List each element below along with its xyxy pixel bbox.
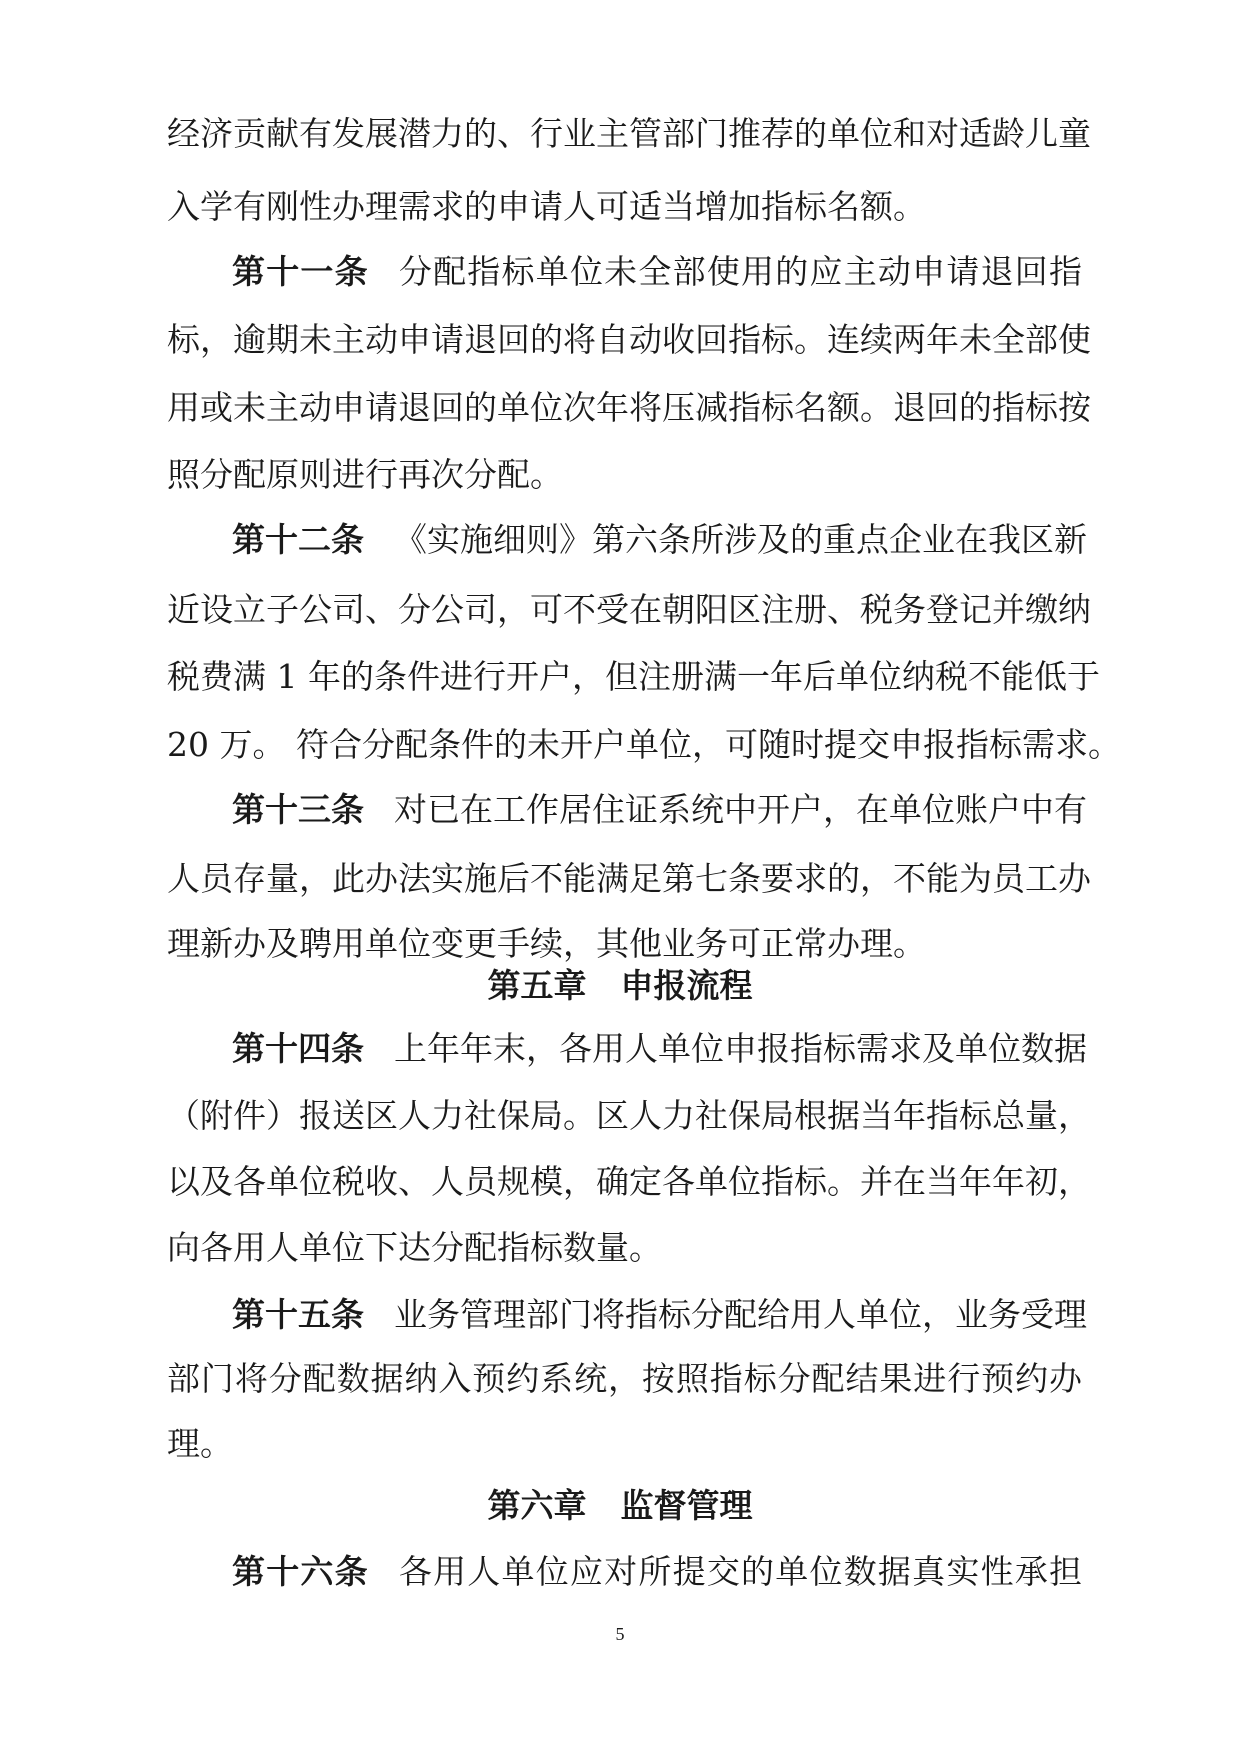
article-16-first-line — [232, 1550, 1082, 1594]
paragraph-line: 用或未主动申请退回的单位次年将压减指标名额。退回的指标按 — [167, 388, 1091, 427]
paragraph-line: 人员存量，此办法实施后不能满足第七条要求的，不能为员工办 — [167, 859, 1091, 898]
chapter-heading — [0, 964, 1240, 1008]
article-12-label: 第十二条 — [232, 520, 364, 559]
chapter-number: 第五章 — [487, 966, 587, 1005]
article-11-text: 分配指标单位未全部使用的应主动申请退回指 — [398, 252, 1083, 291]
paragraph-line: （附件）报送区人力社保局。区人力社保局根据当年指标总量， — [167, 1096, 1091, 1135]
chapter-title: 申报流程 — [620, 966, 753, 1005]
paragraph-line: 理新办及聘用单位变更手续，其他业务可正常办理。 — [167, 924, 926, 963]
paragraph-line: 理。 — [167, 1424, 233, 1463]
chapter-title: 监督管理 — [620, 1486, 753, 1525]
article-15-label: 第十五条 — [232, 1295, 364, 1334]
paragraph-line: 经济贡献有发展潜力的、行业主管部门推荐的单位和对适龄儿童 — [167, 114, 1091, 153]
paragraph-line: 近设立子公司、分公司，可不受在朝阳区注册、税务登记并缴纳 — [167, 590, 1091, 629]
article-14-first-line — [232, 1027, 1087, 1071]
chapter-heading — [0, 1484, 1240, 1528]
paragraph-line: 20 万。 符合分配条件的未开户单位，可随时提交申报指标需求。 — [167, 725, 1121, 764]
article-13-first-line — [232, 788, 1087, 832]
paragraph-line: 向各用人单位下达分配指标数量。 — [167, 1228, 662, 1267]
paragraph-line: 以及各单位税收、人员规模，确定各单位指标。并在当年年初， — [167, 1162, 1091, 1201]
article-11-label: 第十一条 — [232, 252, 369, 291]
article-16-label: 第十六条 — [232, 1552, 369, 1591]
article-12-first-line — [232, 518, 1087, 562]
paragraph-line: 照分配原则进行再次分配。 — [167, 455, 563, 494]
page-number: 5 — [615, 1624, 625, 1644]
article-16-text: 各用人单位应对所提交的单位数据真实性承担 — [398, 1552, 1083, 1591]
chapter-number: 第六章 — [487, 1486, 587, 1525]
article-15-first-line — [232, 1293, 1087, 1337]
article-11-first-line — [232, 250, 1082, 294]
paragraph-line: 税费满 1 年的条件进行开户，但注册满一年后单位纳税不能低于 — [167, 657, 1100, 696]
paragraph-line: 入学有刚性办理需求的申请人可适当增加指标名额。 — [167, 187, 926, 226]
article-13-label: 第十三条 — [232, 790, 364, 829]
paragraph-line: 标，逾期未主动申请退回的将自动收回指标。连续两年未全部使 — [167, 320, 1091, 359]
article-15-text: 业务管理部门将指标分配给用人单位，业务受理 — [394, 1295, 1087, 1334]
article-13-text: 对已在工作居住证系统中开户，在单位账户中有 — [394, 790, 1087, 829]
article-12-text: 《实施细则》第六条所涉及的重点企业在我区新 — [394, 520, 1087, 559]
article-14-text: 上年年末，各用人单位申报指标需求及单位数据 — [394, 1029, 1087, 1068]
article-14-label: 第十四条 — [232, 1029, 364, 1068]
paragraph-line: 部门将分配数据纳入预约系统，按照指标分配结果进行预约办 — [167, 1359, 1082, 1398]
